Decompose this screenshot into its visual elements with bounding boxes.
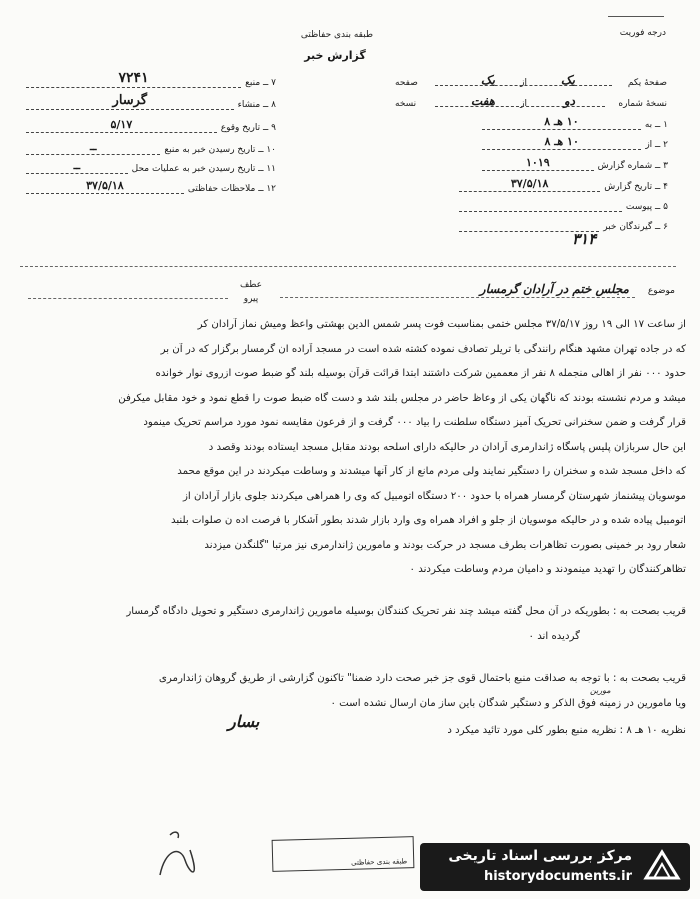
assessment-line: قریب بصحت به : بطوریکه در آن محل گفته میشد چند نفر تحریک کنندگان بوسیله مامورین ژاندارمری دستگیر و تحویل دادگاه گرمسار — [126, 606, 686, 617]
body-line: شعار رود بر خمینی بصورت تظاهرات بطرف مسجد در حرکت بودند و مامورین ژاندارمری نیز مرتبا "گلنگدن میزدند — [204, 540, 686, 551]
field-date-to-ops: ۱۱ ــ تاریخ رسیدن خبر به عملیات محل ــ — [22, 158, 276, 174]
assessment-line: گردیده اند ۰ — [528, 631, 580, 642]
signature: بسار — [228, 712, 260, 731]
field-copy: نسخهٔ شماره دو از هفت نسخه — [395, 94, 667, 109]
body-line: که داخل مسجد شده و سخنران را دستگیر نمایند ولی مردم مانع از کار آنها میشدند و وساطت میکردند در این موقع محمد — [177, 466, 686, 477]
document-title: گزارش خبر — [304, 49, 366, 62]
field-report-date: ۴ ــ تاریخ گزارش ۳۷/۵/۱۸ — [455, 176, 668, 192]
field-security-notes: ۱۲ ــ ملاحظات حفاظتی ۳۷/۵/۱۸ — [22, 178, 276, 194]
handwritten-insert: مورین — [590, 686, 611, 695]
security-stamp: طبقه بندی حفاظتی — [272, 836, 415, 872]
field-page: صفحهٔ یکم یک از یک صفحه — [395, 73, 667, 88]
body-line: اتومبیل پیاده شده و در حالیکه موسویان از جلو و افراد همراه وی وارد بازار شدند بطور آشکار با فرصت اده ن صلوات بلنبد — [170, 515, 686, 526]
archive-watermark — [420, 843, 690, 891]
body-line: موسویان پیشنماز شهرستان گرمسار همراه با حدود ۲۰۰ دستگاه اتومبیل که وی را همراهی میکردند جلوی بازار آرادان از — [182, 491, 686, 502]
assessment-line: قریب بصحت به : با توجه به صداقت منبع باحتمال قوی جز خبر صحت دارد ضمنا" تاکنون گزارشی از طریق گروهان ژاندارمری — [158, 673, 686, 684]
handwritten-code: ۳۱۴ — [572, 230, 597, 248]
atf-label: عطف — [239, 280, 263, 290]
ref-line — [28, 298, 228, 299]
source-opinion-line: نظریه ۱۰ هـ ۸ : نظریه منبع بطور کلی مورد تائید میکرد د — [447, 725, 686, 736]
body-line: از ساعت ۱۷ الی ۱۹ روز ۳۷/۵/۱۷ مجلس ختمی بمناسبت فوت پسر شمس الدین بهشتی واعظ ومیش نماز آرادان کر — [197, 319, 686, 330]
field-date-to-source: ۱۰ ــ تاریخ رسیدن خبر به منبع ــ — [22, 139, 276, 155]
assessment-line: ویا مامورین در زمینه فوق الذکر و دستگیر شدگان باین ساز مان ارسال نشده است ۰ — [330, 698, 686, 709]
field-report-number: ۳ ــ شماره گزارش ۱۰۱۹ — [478, 155, 668, 171]
body-line: حدود ۰۰۰ نفر از اهالی منجمله ۸ نفر از معممین شرکت داشتند ابتدا قرائت قرآن بوسیله بلند گو ضبط صوت ازروی نوار خوانده — [155, 368, 686, 379]
field-attachment: ۵ ــ پیوست — [455, 196, 668, 212]
urgency-label: درجه فوریت — [619, 28, 666, 38]
peyro-label: پیرو — [243, 294, 259, 304]
handwritten-scribble — [150, 820, 210, 890]
body-line: قرار گرفت و ضمن سخنرانی تحریک آمیز دستگاه سلطنت را بیاد ۰۰۰ گرفت و از فرعون مقایسه نمود مورد مراسم تحریک مینمود — [143, 417, 686, 428]
watermark-url: historydocuments.ir — [483, 869, 632, 884]
field-recipients: ۶ ــ گیرندگان خبر — [455, 216, 668, 232]
field-to: ۱ ــ به ۱۰ هـ ۸ — [478, 114, 668, 130]
field-source: ۷ ــ منبع ۷۲۴۱ — [22, 72, 276, 88]
body-line: این حال سربازان پلیس پاسگاه ژاندارمری آرادان در حالیکه دارای اسلحه بودند مقابل مسجد ایستاده بودند وقصد د — [208, 442, 686, 453]
watermark-title: مرکز بررسی اسناد تاریخی — [448, 848, 632, 864]
urgency-box — [608, 16, 664, 25]
body-line: میشد و مردم نشسته بودند که ناگهان یکی از وعاظ حاضر در مجلس بلند شد و دست گاه ضبط صوت را قطع نمود و خود مقابل میکرفن — [118, 393, 686, 404]
field-from: ۲ ــ از ۱۰ هـ ۸ — [478, 134, 668, 150]
subject-label: موضوع — [647, 286, 675, 296]
subject-value: مجلس ختم در آرادان گرمسار — [479, 282, 629, 296]
subject-row — [280, 282, 675, 300]
classification-label: طبقه بندی حفاظتی — [300, 30, 374, 40]
body-line: که در جاده تهران مشهد هنگام رانندگی با تریلر تصادف نموده کشته شده است در مسجد آراده ان گرمسار برگزار که در آن بر — [160, 344, 686, 355]
field-origin: ۸ ــ منشاء گرسار — [22, 94, 276, 110]
field-event-date: ۹ ــ تاریخ وقوع ۵/۱۷ — [22, 117, 276, 133]
archive-logo-icon — [642, 848, 682, 886]
header-divider — [20, 266, 676, 267]
body-line: تظاهرکنندگان را تهدید مینمودند و دامیان مردم وساطت میکردند ۰ — [409, 564, 686, 575]
